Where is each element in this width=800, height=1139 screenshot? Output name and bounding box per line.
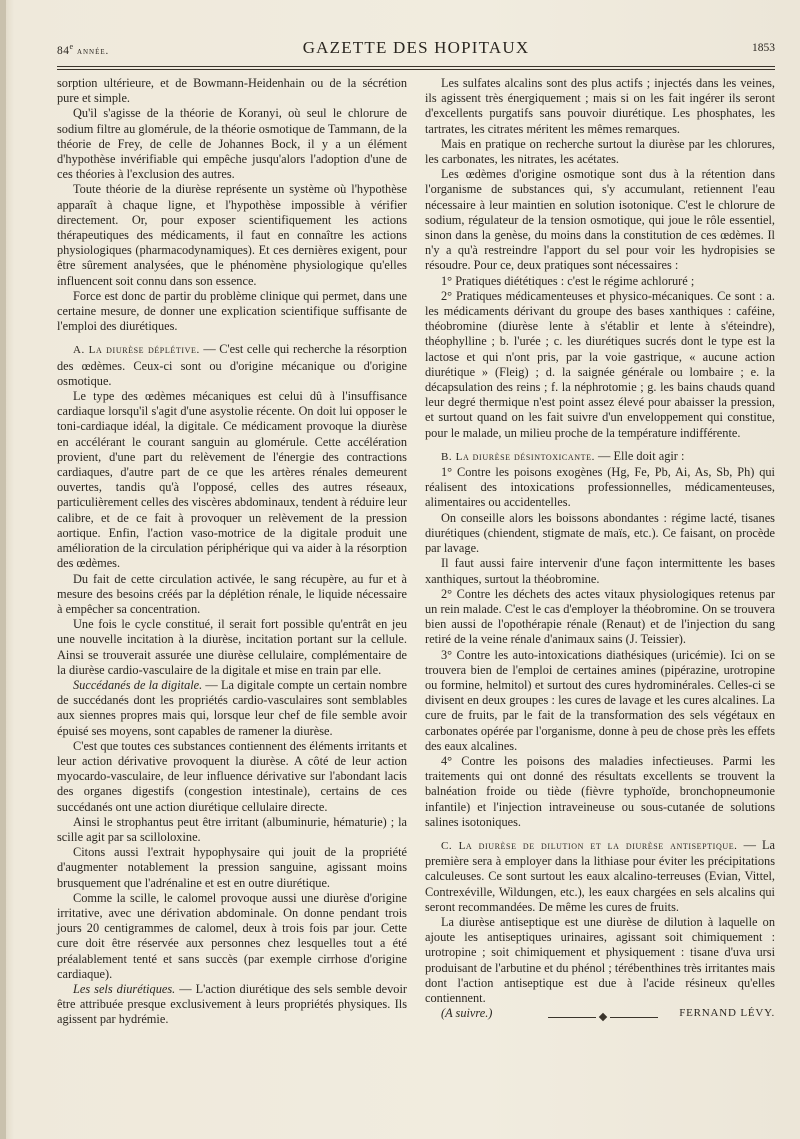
list-item: 1° Contre les poisons exogènes (Hg, Fe, Pb, Ai, As, Sb, Ph) qui réalisent des intoxications professionnelles, médicamenteuses, alimentaires ou accidentelles.: [425, 465, 775, 510]
list-item: 1° Pratiques diététiques : c'est le régime achloruré ;: [441, 273, 695, 288]
paragraph: Force est donc de partir du problème clinique qui permet, dans une certaine mesure, de donner une explication scientifique suffisante de l'emploi des diurétiques.: [57, 288, 407, 334]
issue-superscript: e: [69, 42, 74, 51]
section-heading: B. La diurèse désintoxicante.: [441, 450, 595, 463]
section-paragraph: [425, 449, 775, 465]
section-heading: A. La diurèse déplétive.: [73, 344, 200, 357]
right-column: [425, 76, 775, 1021]
ornament-line-right: [610, 1017, 658, 1018]
author-signature: FERNAND LÉVY.: [679, 1007, 775, 1020]
section-text: — La première sera à employer dans la lithiase pour éviter les précipitations calculeuses. Ce sont surtout les eaux alcalino-terreuses (Evian, Vittel, Contrexéville, Wildungen, etc.), les eaux chargées en sels alcalins qui seront recommandées. De même les cures de fruits.: [425, 837, 775, 914]
issue-word: année.: [76, 45, 110, 57]
section-text: — La digitale compte un certain nombre de succédanés dont les propriétés cardio-vasculaires sont semblables aux siennes propres mais qui, lorsque leur chef de file semble avoir épuisé ses moyens, sont capables de ramener la diurèse.: [57, 677, 407, 738]
list-item: 2° Contre les déchets des actes vitaux physiologiques retenus par un rein malade. C'est le cas d'employer la théobromine. On se trouvera bien aussi de l'opothérapie rénale (Renaut) et de l'injection du sang retiré de la veine rénale d'animaux sains (J. Teissier).: [425, 586, 775, 647]
ornament-diamond: [599, 1013, 607, 1021]
subsection-heading: Les sels diurétiques.: [73, 981, 176, 996]
list-item: 3° Contre les auto-intoxications diathésiques (uricémie). Ici on se trouvera bien de l'emploi de certaines amines (pipérazine, urotropine ou formine, helmitol) et surtout des cures hydrominérales. Celles-ci se divisent en deux groupes : les cures de lavage et les cures alcalines. La cure de fruits, par le fait de la transformation des sels végétaux en carbonates opérée par l'organisme, donne à peu de chose près les effets des eaux alcalines.: [425, 647, 775, 753]
journal-title: GAZETTE DES HOPITAUX: [302, 38, 530, 57]
paragraph: Les œdèmes d'origine osmotique sont dus à la rétention dans l'organisme de substances qui, s'y accumulant, retiennent l'eau nécessaire à leur maintien en solution isotonique. C'est le chlorure de sodium, régulateur de la tension osmotique, qui joue le rôle essentiel, sinon dans la genèse, du moins dans la constitution de ces œdèmes. Il n'y a qu'à restreindre l'apport du sel pour voir les hydropisies se résoudre. Pour ce, deux pratiques sont nécessaires :: [425, 167, 775, 273]
list-item: 4° Contre les poisons des maladies infectieuses. Parmi les traitements qui ont donné des résultats excellents se trouvent la balnéation froide ou tiède (fièvre typhoïde, bronchopneumonie infantile) et l'injection intraveineuse ou sous-cutanée de solutions salines isotoniques.: [425, 753, 775, 829]
paragraph: Mais en pratique on recherche surtout la diurèse par les chlorures, les carbonates, les nitrates, les acétates.: [425, 136, 775, 167]
page-binding-edge: [0, 0, 6, 1139]
paragraph: Ainsi le strophantus peut être irritant (albuminurie, hématurie) ; la scille agit par sa scilloloxine.: [57, 814, 407, 844]
list-item: 2° Pratiques médicamenteuses et physico-mécaniques. Ce sont : a. les médicaments dérivant du groupe des bases xanthiques : caféine, théobromine (diurèse lente à s'établir et lente à s'éteindre), théophylline ; b. l'urée ; c. les diurétiques sucrés dont le type est la lactose et qui n'ont pris, par la voie gastrique, « aucune action diurétique » (Fleig) ; d. la saignée générale ou lombaire ; e. la décapsulation des reins ; f. la néphrotomie ; g. les bains chauds quand leur degré thermique n'est point assez élevé pour abaisser la pression, et surtout quand on les fait suivre d'un enveloppement qui constitue, pour le malade, un milieu proche de la température indifférente.: [425, 288, 775, 440]
section-paragraph: [57, 678, 407, 739]
section-text: — L'action diurétique des sels semble devoir être attribuée presque exclusivement à leurs propriétés physiques. Ils agissent par hydrémie.: [57, 981, 407, 1027]
paragraph: La diurèse antiseptique est une diurèse de dilution à laquelle on ajoute les antiseptiques urinaires, agissant soit chimiquement : urotropine ; soit chimiquement et physiquement : tisane d'uva ursi produisant de l'arbutine et du phénol ; térébenthines très irritantes mais dont l'action antiseptique est due à l'acide résineux qu'elles contiennent.: [425, 914, 775, 1005]
header-rule-thick: [57, 66, 775, 67]
section-text: — C'est celle qui recherche la résorption des œdèmes. Ceux-ci sont ou d'origine mécanique ou d'origine osmotique.: [57, 342, 407, 388]
paragraph: Qu'il s'agisse de la théorie de Koranyi, où seul le chlorure de sodium filtre au glomérule, de la théorie osmotique de Tammann, de la théorie de Frey, de celle de Johannes Bock, il y a un élément d'hypothèse invérifiable qui empêche jusqu'alors l'adoption d'une de ces théories à l'exclusion des autres.: [57, 106, 407, 182]
paragraph: Les sulfates alcalins sont des plus actifs ; injectés dans les veines, ils agissent très énergiquement ; mais si on les fait ingérer ils seront d'excellents purgatifs sans pouvoir diurétique. Les phosphates, les tartrates, les citrates méritent les mêmes remarques.: [425, 76, 775, 136]
paragraph: Citons aussi l'extrait hypophysaire qui jouit de la propriété d'augmenter notablement la pression sanguine, agissant moins brusquement que l'adrénaline et est en outre diurétique.: [57, 845, 407, 890]
paragraph: On conseille alors les boissons abondantes : régime lacté, tisanes diurétiques (chiendent, stigmate de maïs, etc.). Ce faisant, on procède par lavage.: [425, 510, 775, 556]
ornament-line-left: [548, 1017, 596, 1018]
paragraph: sorption ultérieure, et de Bowmann-Heidenhain ou de la sécrétion pure et simple.: [57, 76, 407, 106]
end-ornament: [548, 1014, 658, 1022]
paragraph: Toute théorie de la diurèse représente un système où l'hypothèse apparaît à chaque ligne, et l'hypothèse impossible à vérifier directement. Or, pour exposer scientifiquement les actions thérapeutiques des médicaments, il faut en connaître les actions physiologiques (pharmacodynamiques). Et ces dernières exigent, pour être sûrement analysées, que le phénomène physiologique qu'elles influencent soit connu dans son essence.: [57, 182, 407, 288]
section-paragraph: [57, 982, 407, 1028]
page-header: [57, 36, 775, 66]
section-paragraph: [425, 838, 775, 915]
paragraph: Le type des œdèmes mécaniques est celui dû à l'insuffisance cardiaque lorsqu'il s'agit d'une asystolie récente. On doit lui opposer le toni-cardiaque idéal, la digitale. Ce médicament provoque la diurèse en accélérant le courant sanguin au glomérule. Cette accélération provient, d'une part du relèvement de l'énergie des contractions cardiaques, d'autre part de ce que les artères rénales demeurent ouvertes, tandis qu'à l'opposé, celles des autres réseaux, particulièrement celles des viscères abdominaux, tendent à réduire leur calibre, et de ce fait à provoquer un relèvement de la pression aortique. Enfin, l'action vaso-motrice de la digitale produit une amélioration de la circulation périphérique qui va aider à la résorption des œdèmes.: [57, 389, 407, 571]
section-heading: C. La diurèse de dilution et la diurèse antiseptique.: [441, 839, 738, 852]
paragraph: Il faut aussi faire intervenir d'une façon intermittente les bases xanthiques, surtout la théobromine.: [425, 556, 775, 586]
paragraph: Une fois le cycle constitué, il serait fort possible qu'entrât en jeu une nouvelle incitation à la diurèse, incitation portant sur la cellule. Ainsi se trouverait assurée une diurèse cellulaire, complémentaire de la diurèse cardio-vasculaire de la digitale et mise en train par elle.: [57, 617, 407, 677]
page-number: 1853: [752, 42, 775, 54]
header-rule-thin: [57, 69, 775, 70]
paragraph: Du fait de cette circulation activée, le sang récupère, au fur et à mesure des besoins créés par la déplétion rénale, le liquide nécessaire à empêcher sa concentration.: [57, 571, 407, 616]
paragraph: Comme la scille, le calomel provoque aussi une diurèse d'origine irritative, avec une dérivation abdominale. On donne pendant trois jours 20 centigrammes de calomel, deux à trois fois par jour. Cette cure doit être réservée aux personnes chez lesquelles tout a été préalablement tenté et sans succès (par exemple cirrhose d'origine cardiaque).: [57, 890, 407, 981]
paragraph: C'est que toutes ces substances contiennent des éléments irritants et leur action dérivative provoquent la diurèse. A côté de leur action myocardo-vasculaire, de leur influence dérivative sur l'abondant lacis des organes digestifs (congestion intestinale), certains de ces succédanés ont une action diurétique cellulaire directe.: [57, 738, 407, 814]
subsection-heading: Succédanés de la digitale.: [73, 677, 203, 692]
section-text: — Elle doit agir :: [594, 448, 685, 463]
left-column: [57, 76, 407, 1028]
issue-number: 84: [57, 44, 70, 57]
to-be-continued: (A suivre.): [441, 1006, 493, 1021]
section-paragraph: [57, 342, 407, 389]
